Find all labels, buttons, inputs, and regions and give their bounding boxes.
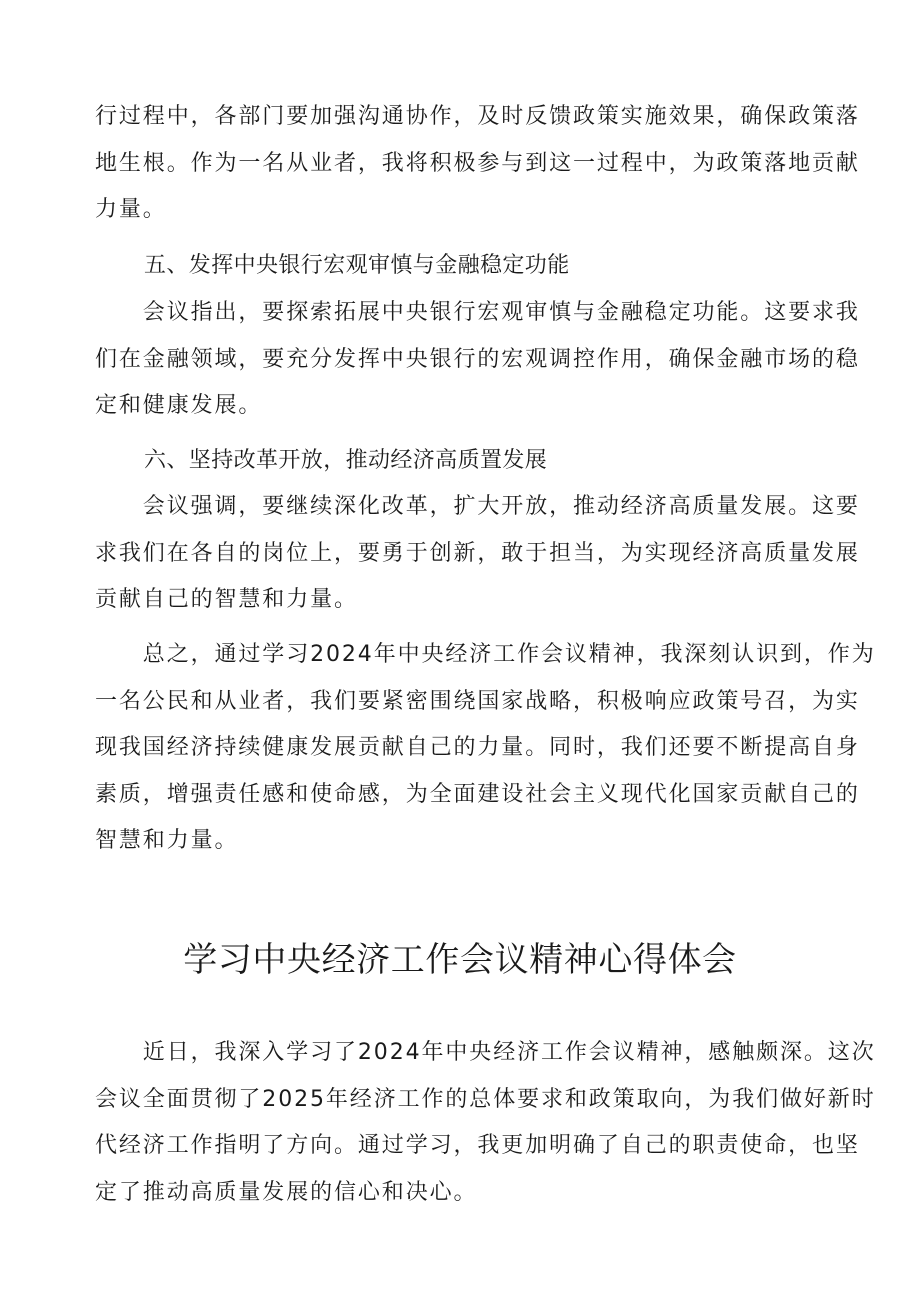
text-line: 求我们在各自的岗位上，要勇于创新，敢于担当，为实现经济高质量发展	[95, 540, 860, 566]
text-line: 现我国经济持续健康发展贡献自己的力量。同时，我们还要不断提高自身	[95, 735, 860, 760]
text-line: 贡献自己的智慧和力量。	[95, 587, 358, 612]
text-line: 总之，通过学习2024年中央经济工作会议精神，我深刻认识到，作为	[95, 642, 876, 667]
section-heading-5: 五、发挥中央银行宏观审慎与金融稳定功能	[144, 253, 570, 278]
text-line: 们在金融领域，要充分发挥中央银行的宏观调控作用，确保金融市场的稳	[95, 346, 860, 372]
paragraph-conclusion	[95, 632, 876, 865]
paragraph-reform-opening	[95, 484, 860, 624]
text-line: 地生根。作为一名从业者，我将积极参与到这一过程中，为政策落地贡献	[95, 150, 860, 176]
article-title: 学习中央经济工作会议精神心得体会	[183, 940, 737, 980]
text-line: 定和健康发展。	[95, 393, 263, 418]
text-line: 素质，增强责任感和使命感，为全面建设社会主义现代化国家贡献自己的	[95, 781, 860, 807]
text-line: 智慧和力量。	[95, 828, 239, 853]
text-line: 力量。	[95, 197, 167, 222]
text-line: 会议强调，要继续深化改革，扩大开放，推动经济高质量发展。这要	[95, 494, 860, 519]
text-line: 行过程中，各部门要加强沟通协作，及时反馈政策实施效果，确保政策落	[95, 104, 860, 129]
text-line: 定了推动高质量发展的信心和决心。	[95, 1179, 478, 1205]
paragraph-introduction	[95, 1030, 876, 1216]
section-heading-6: 六、坚持改革开放，推动经济高质置发展	[144, 448, 548, 473]
text-line: 代经济工作指明了方向。通过学习，我更加明确了自己的职责使命，也坚	[95, 1133, 860, 1158]
text-line: 一名公民和从业者，我们要紧密围绕国家战略，积极响应政策号召，为实	[95, 688, 860, 714]
text-line: 近日，我深入学习了2024年中央经济工作会议精神，感触颇深。这次	[95, 1040, 876, 1065]
text-line: 会议全面贯彻了2025年经济工作的总体要求和政策取向，为我们做好新时	[95, 1086, 876, 1112]
text-line: 会议指出，要探索拓展中央银行宏观审慎与金融稳定功能。这要求我	[95, 300, 860, 325]
paragraph-policy-implementation	[95, 94, 860, 234]
paragraph-central-bank	[95, 290, 860, 430]
